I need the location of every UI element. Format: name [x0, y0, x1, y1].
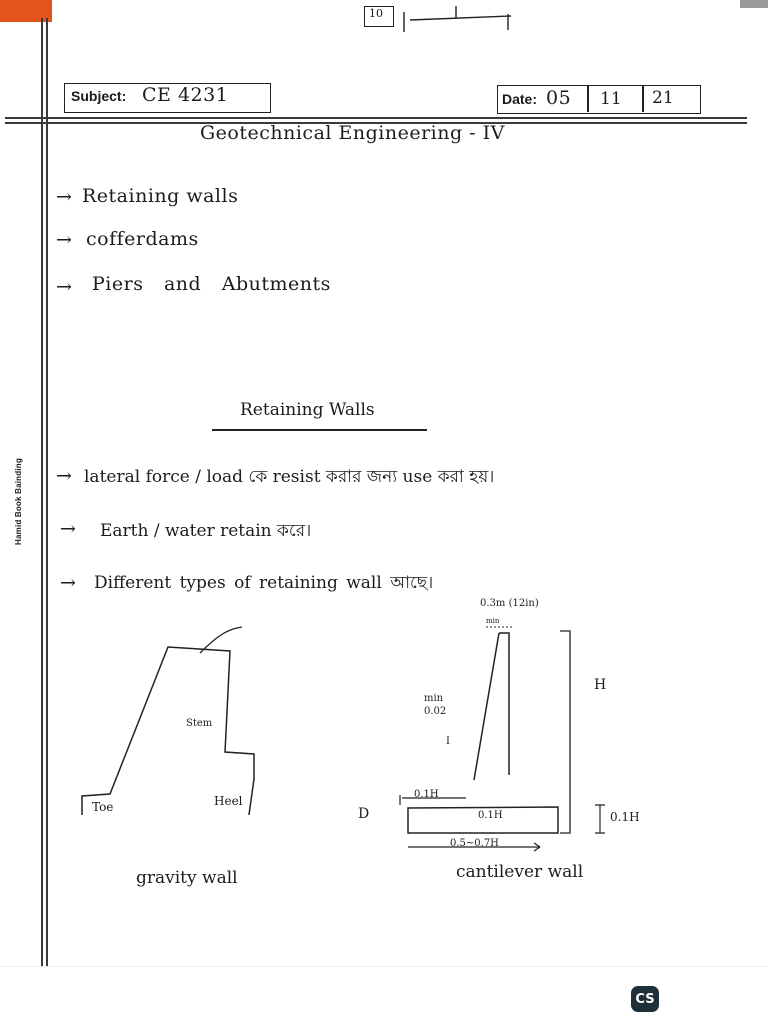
subject-value: CE 4231 — [142, 84, 229, 106]
corner-tab — [0, 0, 52, 22]
bullet-arrow: → — [56, 229, 73, 251]
page-number-scribble — [396, 4, 526, 34]
cantilever-label-height: H — [594, 677, 607, 693]
corner-shadow — [740, 0, 768, 8]
date-label: Date: — [502, 91, 538, 107]
cantilever-label-base-thickness: 0.1H — [610, 810, 640, 824]
point-arrow: → — [56, 465, 73, 487]
cantilever-label-base-width: 0.5~0.7H — [450, 838, 499, 849]
bullet-arrow: → — [56, 276, 73, 298]
date-divider-1 — [587, 85, 589, 112]
section-heading-underline — [212, 429, 427, 431]
binding-stamp: Hamid Book Bainding — [14, 458, 23, 545]
scanner-logo-icon: CS — [631, 986, 659, 1012]
bullet-item: Piers and Abutments — [92, 273, 331, 295]
cantilever-label-min: min — [486, 617, 500, 625]
subject-label: Subject: — [71, 88, 127, 104]
gravity-label-heel: Heel — [214, 794, 243, 808]
point-text: Different types of retaining wall আছে। — [94, 573, 434, 593]
bullet-item: cofferdams — [86, 228, 199, 250]
date-year: 21 — [652, 88, 674, 108]
cantilever-wall-sketch — [390, 605, 690, 875]
bullet-item: Retaining walls — [82, 185, 239, 207]
gravity-label-stem: Stem — [186, 718, 213, 729]
date-divider-2 — [642, 85, 644, 112]
cantilever-label-D: D — [358, 806, 370, 822]
page-title: Geotechnical Engineering - IV — [200, 122, 505, 144]
point-text: lateral force / load কে resist করার জন্য use করা হয়। — [84, 467, 495, 487]
gravity-label-toe: Toe — [92, 800, 114, 814]
margin-line-left — [41, 18, 43, 966]
bullet-arrow: → — [56, 186, 73, 208]
cantilever-label-heel-offset: 0.1H — [478, 810, 503, 821]
point-arrow: → — [60, 572, 77, 594]
cantilever-label-top-width: 0.3m (12in) — [480, 598, 539, 609]
date-month: 11 — [600, 89, 622, 109]
cantilever-label-batter-mark: I — [446, 736, 450, 747]
margin-line-right — [46, 18, 48, 966]
header-rule-top — [5, 117, 747, 119]
cantilever-label-toe-width: 0.1H — [414, 789, 439, 800]
point-arrow: → — [60, 518, 77, 540]
point-text: Earth / water retain করে। — [100, 521, 312, 541]
cantilever-label-min-batter: min 0.02 — [424, 693, 447, 717]
page-number: 10 — [369, 7, 383, 20]
gravity-wall-sketch — [70, 625, 290, 815]
cantilever-caption: cantilever wall — [456, 862, 584, 882]
date-day: 05 — [546, 87, 572, 109]
gravity-caption: gravity wall — [136, 868, 238, 888]
section-heading: Retaining Walls — [240, 400, 375, 420]
